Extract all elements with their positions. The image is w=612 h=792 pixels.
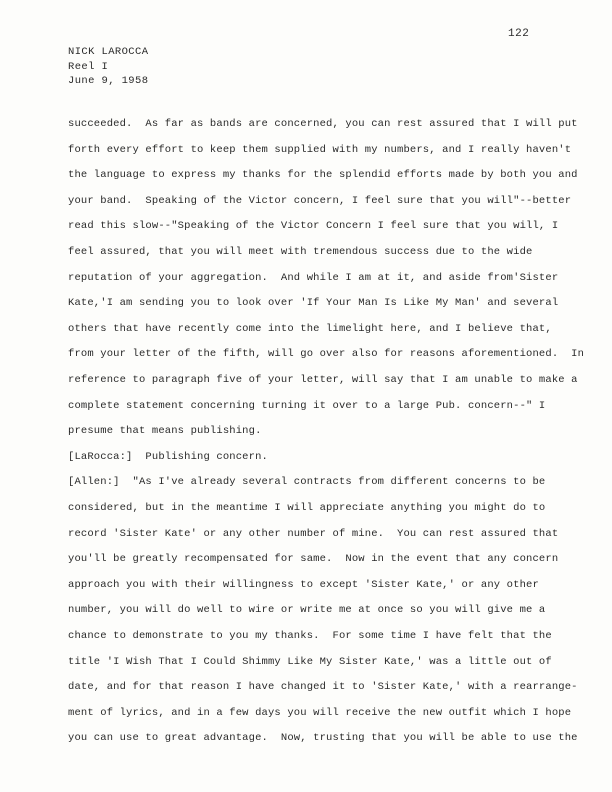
text-line: Kate,'I am sending you to look over 'If Your Man Is Like My Man' and several	[68, 297, 559, 310]
text-line: the language to express my thanks for the splendid efforts made by both you and	[68, 169, 578, 182]
text-line: from your letter of the fifth, will go over also for reasons aforementioned. In	[68, 348, 585, 361]
text-line: title 'I Wish That I Could Shimmy Like My Sister Kate,' was a little out of	[68, 655, 552, 668]
text-line: presume that means publishing.	[68, 425, 262, 438]
text-line: you'll be greatly recompensated for same. Now in the event that any concern	[68, 553, 559, 566]
transcript-header	[68, 45, 148, 89]
interviewee-name: NICK LAROCCA	[68, 46, 149, 58]
reel-label: Reel I	[68, 60, 109, 73]
text-line: feel assured, that you will meet with tremendous success due to the wide	[68, 246, 533, 258]
text-line: read this slow--"Speaking of the Victor Concern I feel sure that you will, I	[68, 220, 559, 233]
text-line: date, and for that reason I have changed it to 'Sister Kate,' with a rearrange-	[68, 681, 578, 694]
text-line: record 'Sister Kate' or any other number of mine. You can rest assured that	[68, 527, 559, 540]
text-line: approach you with their willingness to except 'Sister Kate,' or any other	[68, 578, 539, 591]
text-line: number, you will do well to wire or write me at once so you will give me a	[68, 604, 546, 617]
text-line: reputation of your aggregation. And while I am at it, and aside from'Sister	[68, 271, 559, 284]
interview-date: June 9, 1958	[68, 75, 149, 87]
text-line: forth every effort to keep them supplied with my numbers, and I really haven't	[68, 143, 572, 156]
speaker-line: [Allen:] "As I've already several contracts from different concerns to be	[68, 476, 546, 489]
speaker-line: [LaRocca:] Publishing concern.	[68, 450, 268, 463]
text-line: succeeded. As far as bands are concerned, you can rest assured that I will put	[68, 118, 578, 130]
text-line: complete statement concerning turning it over to a large Pub. concern--" I	[68, 399, 546, 412]
text-line: chance to demonstrate to you my thanks. For some time I have felt that the	[68, 630, 552, 642]
text-line: you can use to great advantage. Now, trusting that you will be able to use the	[68, 732, 578, 745]
page-number: 122	[508, 28, 530, 40]
text-line: others that have recently come into the limelight here, and I believe that,	[68, 322, 552, 335]
text-line: considered, but in the meantime I will appreciate anything you might do to	[68, 502, 546, 514]
text-line: ment of lyrics, and in a few days you will receive the new outfit which I hope	[68, 706, 572, 719]
text-line: reference to paragraph five of your letter, will say that I am unable to make a	[68, 374, 578, 386]
text-line: your band. Speaking of the Victor concern, I feel sure that you will"--better	[68, 194, 572, 207]
